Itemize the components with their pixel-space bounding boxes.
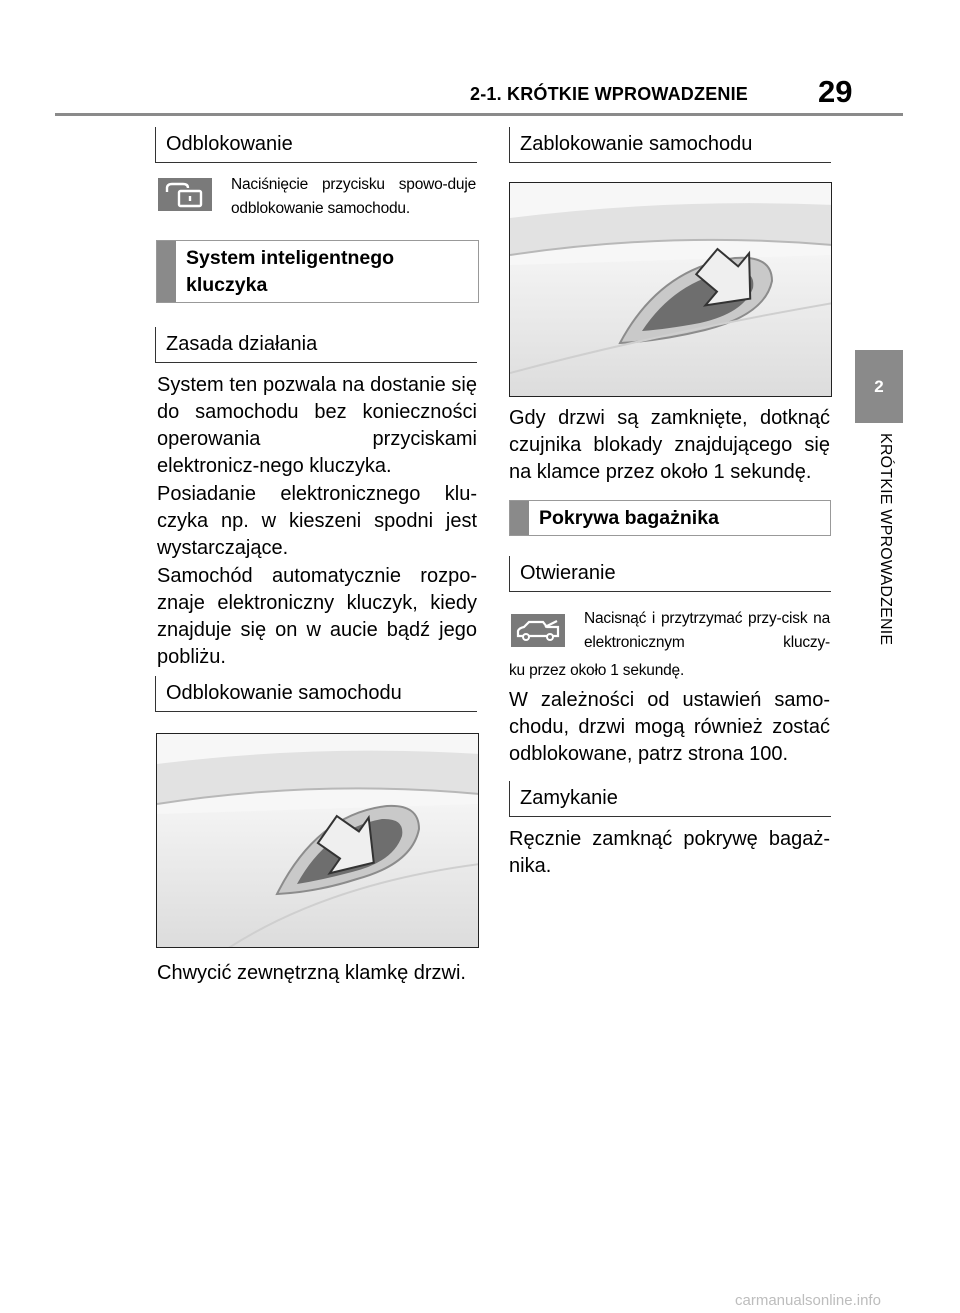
header-rule	[55, 113, 903, 116]
door-handle-grip-illustration	[156, 733, 479, 948]
heading-bar	[510, 501, 529, 535]
paragraph-2: Posiadanie elektronicznego klu-czyka np. w kieszeni spodni jest wystarczające.	[157, 483, 477, 559]
close-text: Ręcznie zamknąć pokrywę bagaż-nika.	[509, 828, 830, 877]
watermark: carmanualsonline.info	[735, 1292, 881, 1309]
lock-car-text: Gdy drzwi są zamknięte, dotknąć czujnika blokady znajdującego się na klamce przez około 1 sekundę.	[509, 407, 830, 483]
unlock-padlock-icon	[163, 182, 207, 208]
page-number: 29	[818, 74, 853, 109]
unlock-car-caption: Chwycić zewnętrzną klamkę drzwi.	[157, 962, 466, 984]
unlock-heading: Odblokowanie	[155, 127, 477, 163]
open-note: W zależności od ustawień samo-chodu, drzwi mogą również zostać odblokowane, patrz strona 100.	[509, 689, 830, 765]
unlock-car-heading: Odblokowanie samochodu	[155, 676, 477, 712]
car-trunk-icon	[515, 619, 561, 643]
chapter-tab-number: 2	[874, 376, 884, 396]
open-text-a: Nacisnąć i przytrzymać przy-cisk na elektronicznym kluczy-	[584, 610, 830, 651]
chapter-title: 2-1. KRÓTKIE WPROWADZENIE	[470, 84, 749, 104]
trunk-heading-text: Pokrywa bagażnika	[539, 506, 719, 529]
trunk-heading	[509, 500, 831, 536]
chapter-tab	[855, 350, 903, 423]
smart-key-heading	[156, 240, 479, 303]
paragraph-3: Samochód automatycznie rozpo-znaje elektroniczny kluczyk, kiedy znajduje się on w aucie bądź jego pobliżu.	[157, 565, 477, 668]
door-handle-sensor-illustration	[509, 182, 832, 397]
unlock-button-icon	[158, 178, 212, 211]
close-heading: Zamykanie	[509, 781, 831, 817]
smart-key-heading-text: System inteligentnego kluczyka	[186, 246, 395, 296]
principle-heading: Zasada działania	[155, 327, 477, 363]
open-text-b: ku przez około 1 sekundę.	[509, 662, 685, 679]
trunk-button-icon	[511, 614, 565, 647]
open-heading: Otwieranie	[509, 556, 831, 592]
chapter-tab-label: KRÓTKIE WPROWADZENIE	[877, 433, 894, 646]
lock-car-heading: Zablokowanie samochodu	[509, 127, 831, 163]
heading-bar	[157, 241, 176, 302]
unlock-text: Naciśnięcie przycisku spowo-duje odblokowanie samochodu.	[231, 176, 476, 217]
paragraph-1: System ten pozwala na dostanie się do samochodu bez konieczności operowania przyciskami elektronicz-nego kluczyka.	[157, 374, 477, 477]
